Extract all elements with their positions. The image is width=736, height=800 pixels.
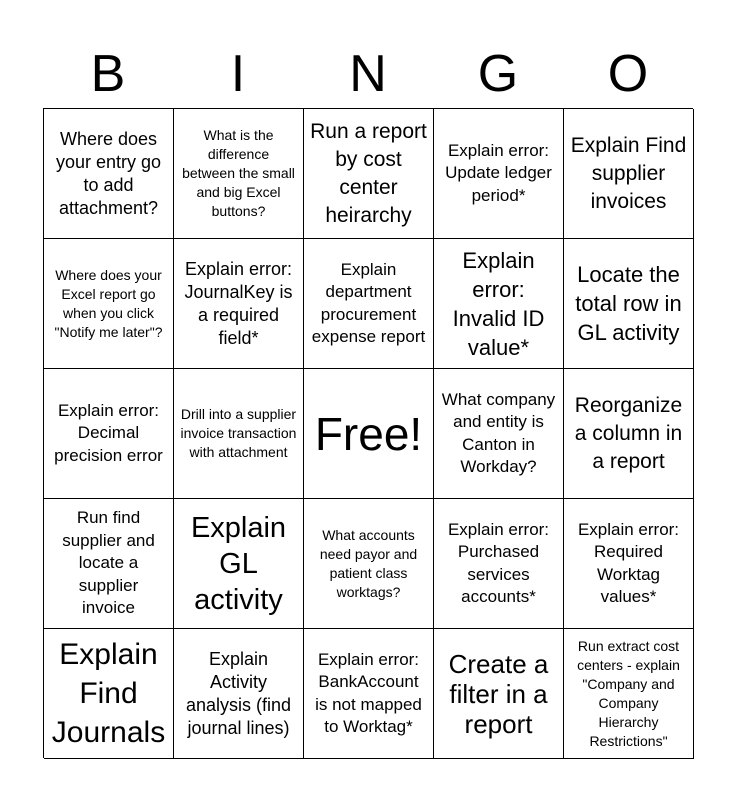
header-letter-i: I <box>230 45 246 103</box>
cell-text: Locate the total row in GL activity <box>575 262 682 345</box>
bingo-cell-r5c5[interactable] <box>564 629 694 759</box>
cell-text: Run find supplier and locate a supplier invoice <box>62 508 155 618</box>
bingo-cell-r5c2[interactable] <box>174 629 304 759</box>
cell-text: Run extract cost centers - explain "Company and Company Hierarchy Restrictions" <box>577 637 680 749</box>
free-space-text: Free! <box>314 407 423 460</box>
cell-text: What is the difference between the small and big Excel buttons? <box>182 127 295 219</box>
bingo-cell-r1c1[interactable] <box>44 109 174 239</box>
cell-text: Explain Find supplier invoices <box>570 133 687 213</box>
bingo-cell-r3c2[interactable] <box>174 369 304 499</box>
cell-text: Create a filter in a report <box>448 648 549 739</box>
cell-text: Explain error: Required Worktag values* <box>577 519 680 606</box>
bingo-cell-r1c5[interactable] <box>564 109 694 239</box>
cell-text: What company and entity is Canton in Workday? <box>441 389 556 476</box>
cell-text: Explain department procurement expense report <box>311 259 426 346</box>
bingo-card <box>43 108 693 758</box>
bingo-cell-r3c3-free[interactable] <box>304 369 434 499</box>
cell-text: What accounts need payor and patient class worktags? <box>319 526 418 600</box>
cell-text: Explain error: JournalKey is a required field* <box>184 258 293 348</box>
cell-text: Where does your Excel report go when you click "Notify me later"? <box>54 266 163 340</box>
cell-text: Explain error: Decimal precision error <box>54 400 163 465</box>
cell-text: Run a report by cost center heirarchy <box>310 119 427 227</box>
cell-text: Explain error: Update ledger period* <box>445 140 552 205</box>
bingo-cell-r4c4[interactable] <box>434 499 564 629</box>
bingo-cell-r3c4[interactable] <box>434 369 564 499</box>
cell-text: Explain Find Journals <box>51 638 166 749</box>
header-letter-b: B <box>90 45 126 103</box>
cell-text: Where does your entry go to add attachment? <box>55 128 162 218</box>
bingo-cell-r3c1[interactable] <box>44 369 174 499</box>
header-letter-n: N <box>349 45 387 103</box>
bingo-cell-r2c5[interactable] <box>564 239 694 369</box>
cell-text: Explain error: Purchased services accounts* <box>447 519 550 606</box>
bingo-cell-r4c1[interactable] <box>44 499 174 629</box>
bingo-cell-r5c4[interactable] <box>434 629 564 759</box>
cell-text: Explain Activity analysis (find journal lines) <box>185 648 292 738</box>
cell-text: Explain error: BankAccount is not mapped to Worktag* <box>315 649 422 736</box>
bingo-cell-r2c1[interactable] <box>44 239 174 369</box>
bingo-cell-r3c5[interactable] <box>564 369 694 499</box>
cell-text: Drill into a supplier invoice transaction with attachment <box>180 406 297 460</box>
bingo-cell-r2c3[interactable] <box>304 239 434 369</box>
bingo-cell-r4c3[interactable] <box>304 499 434 629</box>
bingo-cell-r5c3[interactable] <box>304 629 434 759</box>
bingo-cell-r2c4[interactable] <box>434 239 564 369</box>
header-letter-g: G <box>477 45 519 103</box>
bingo-cell-r4c2[interactable] <box>174 499 304 629</box>
cell-text: Explain error: Invalid ID value* <box>452 247 545 360</box>
header-letter-o: O <box>607 45 649 103</box>
bingo-cell-r4c5[interactable] <box>564 499 694 629</box>
bingo-cell-r1c4[interactable] <box>434 109 564 239</box>
cell-text: Reorganize a column in a report <box>574 393 683 473</box>
bingo-header <box>43 40 693 108</box>
cell-text: Explain GL activity <box>190 511 287 616</box>
bingo-cell-r2c2[interactable] <box>174 239 304 369</box>
bingo-cell-r1c3[interactable] <box>304 109 434 239</box>
bingo-cell-r1c2[interactable] <box>174 109 304 239</box>
bingo-cell-r5c1[interactable] <box>44 629 174 759</box>
